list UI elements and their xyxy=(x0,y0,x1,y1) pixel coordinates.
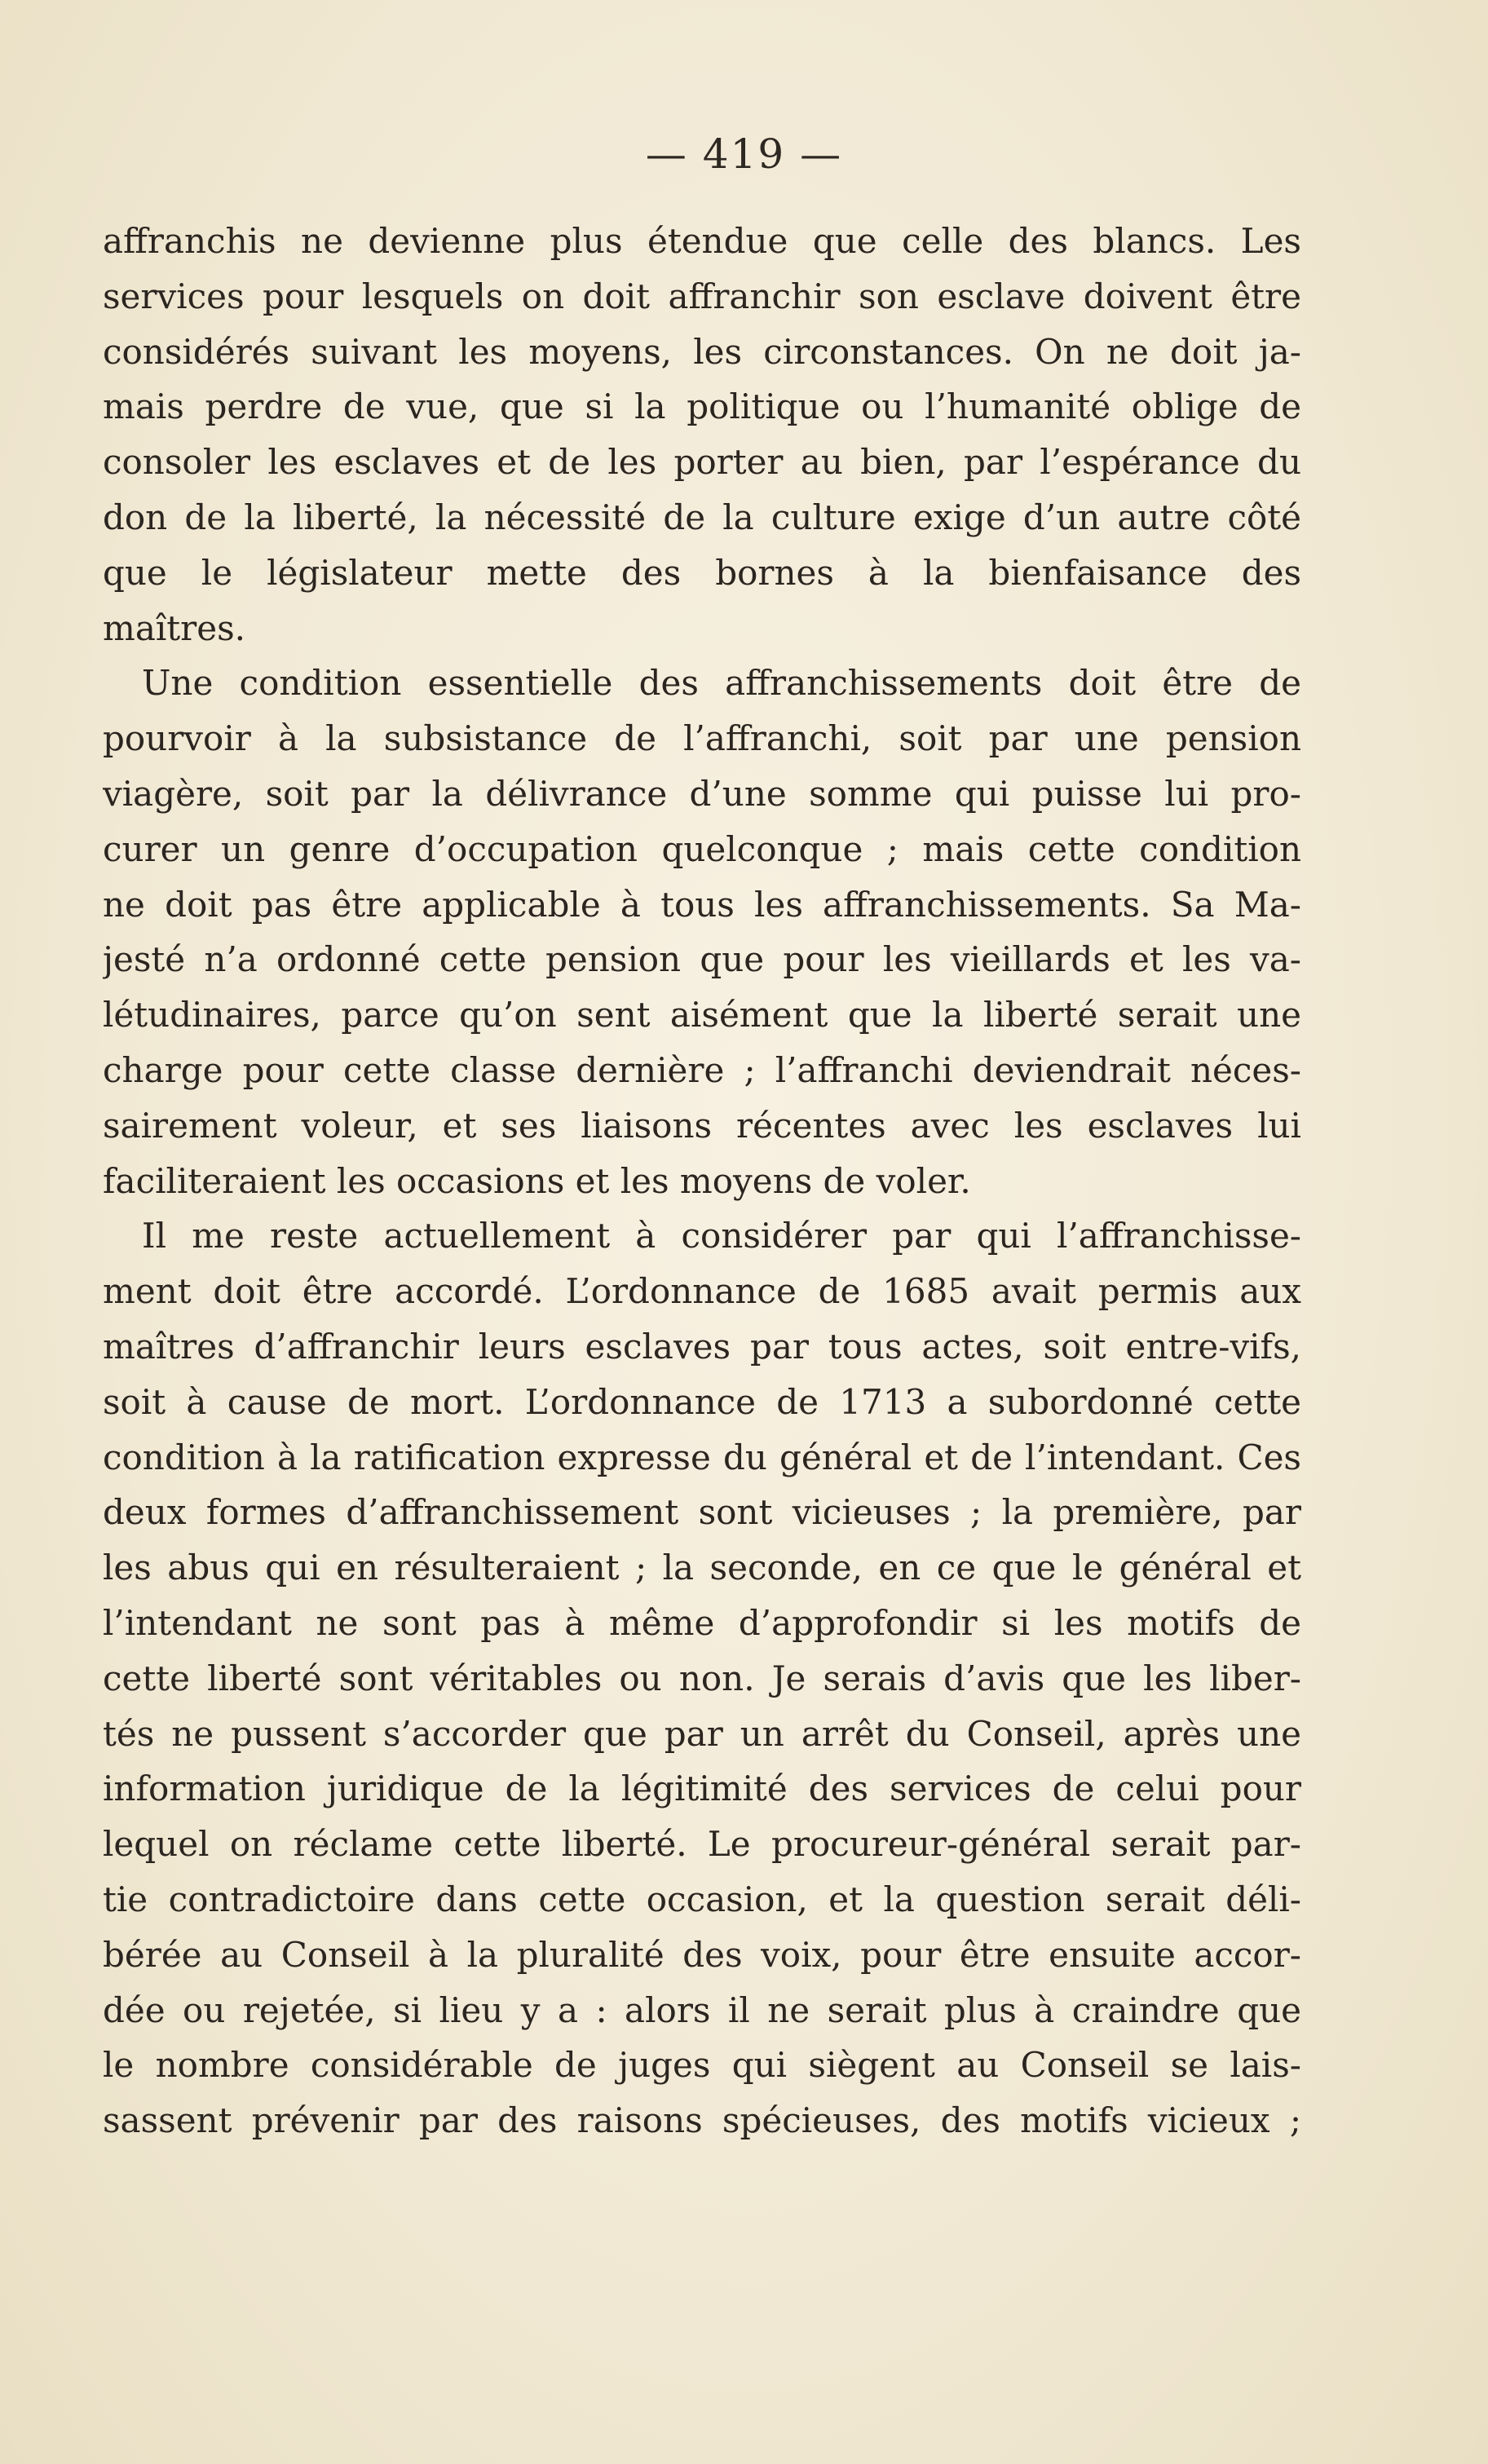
text-line: services pour lesquels on doit affranchir son esclave doivent être xyxy=(103,276,1301,316)
text-line: considérés suivant les moyens, les circonstances. On ne doit ja- xyxy=(103,331,1301,372)
body-text xyxy=(103,214,1301,2148)
text-line: deux formes d’affranchissement sont vicieuses ; la première, par xyxy=(103,1492,1301,1533)
text-line: Une condition essentielle des affranchissements doit être de xyxy=(142,663,1301,704)
page-number: — 419 — xyxy=(645,130,843,178)
text-line: le nombre considérable de juges qui siègent au Conseil se lais- xyxy=(103,2045,1301,2086)
text-line: don de la liberté, la nécessité de la culture exige d’un autre côté xyxy=(103,497,1301,537)
text-line: charge pour cette classe dernière ; l’affranchi deviendrait néces- xyxy=(103,1049,1301,1090)
text-line: dée ou rejetée, si lieu y a : alors il ne serait plus à craindre que xyxy=(103,1989,1301,2030)
text-line: bérée au Conseil à la pluralité des voix, pour être ensuite accor- xyxy=(103,1934,1301,1975)
text-line: sassent prévenir par des raisons spécieuses, des motifs vicieux ; xyxy=(103,2100,1301,2141)
text-line: létudinaires, parce qu’on sent aisément que la liberté serait une xyxy=(103,995,1301,1035)
text-line: sairement voleur, et ses liaisons récentes avec les esclaves lui xyxy=(103,1105,1301,1146)
text-line: mais perdre de vue, que si la politique ou l’humanité oblige de xyxy=(103,386,1301,427)
text-line: pourvoir à la subsistance de l’affranchi, soit par une pension xyxy=(103,718,1301,759)
text-line: curer un genre d’occupation quelconque ; mais cette condition xyxy=(103,828,1301,869)
text-line: tie contradictoire dans cette occasion, et la question serait déli- xyxy=(103,1879,1301,1919)
text-line: Il me reste actuellement à considérer par qui l’affranchisse- xyxy=(142,1216,1301,1256)
text-line: ne doit pas être applicable à tous les affranchissements. Sa Ma- xyxy=(103,884,1301,925)
text-line: information juridique de la légitimité des services de celui pour xyxy=(103,1769,1301,1809)
text-line: les abus qui en résulteraient ; la seconde, en ce que le général et xyxy=(103,1548,1301,1588)
text-line: affranchis ne devienne plus étendue que celle des blancs. Les xyxy=(103,221,1301,261)
text-line: tés ne pussent s’accorder que par un arrêt du Conseil, après une xyxy=(103,1713,1301,1754)
text-line: ment doit être accordé. L’ordonnance de 1685 avait permis aux xyxy=(103,1271,1301,1312)
text-line: consoler les esclaves et de les porter au bien, par l’espérance du xyxy=(103,442,1301,483)
text-line: que le législateur mette des bornes à la bienfaisance des xyxy=(103,552,1301,593)
text-line: jesté n’a ordonné cette pension que pour les vieillards et les va- xyxy=(103,939,1301,980)
text-line: condition à la ratification expresse du général et de l’intendant. Ces xyxy=(103,1437,1301,1477)
text-line: maîtres. xyxy=(103,607,246,648)
text-line: faciliteraient les occasions et les moyens de voler. xyxy=(103,1160,971,1201)
text-line: viagère, soit par la délivrance d’une somme qui puisse lui pro- xyxy=(103,773,1301,814)
text-line: l’intendant ne sont pas à même d’approfondir si les motifs de xyxy=(103,1602,1301,1643)
text-line: soit à cause de mort. L’ordonnance de 1713 a subordonné cette xyxy=(103,1381,1301,1422)
text-line: maîtres d’affranchir leurs esclaves par tous actes, soit entre-vifs, xyxy=(103,1326,1301,1367)
text-line: lequel on réclame cette liberté. Le procureur-général serait par- xyxy=(103,1824,1301,1865)
text-line: cette liberté sont véritables ou non. Je serais d’avis que les liber- xyxy=(103,1658,1301,1698)
